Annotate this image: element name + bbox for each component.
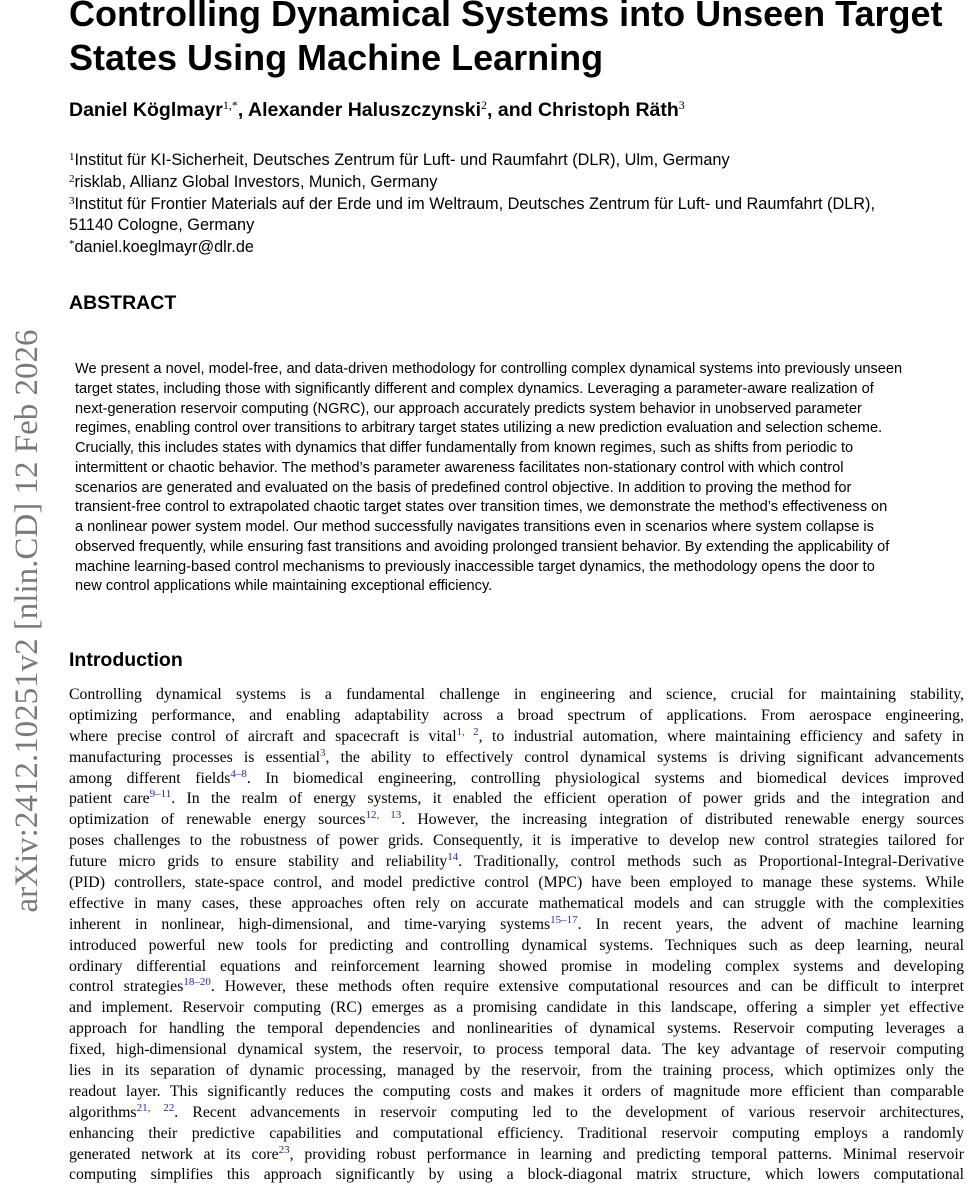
intro-line: enhancing their predictive capabilities and computational efficiency. Traditional reservoir computing employs a randomly (69, 1124, 964, 1142)
intro-line (69, 915, 964, 936)
affiliation-mark: 1 (69, 151, 75, 163)
intro-line (69, 748, 964, 769)
introduction-body (69, 685, 964, 1186)
text-segment: inherent in nonlinear, high-dimensional, and time-varying systems (69, 915, 551, 933)
affiliation-text: risklab, Allianz Global Investors, Munich, Germany (74, 172, 438, 191)
author-affiliation-mark: 3 (678, 98, 685, 112)
intro-line (69, 727, 964, 748)
intro-line: Controlling dynamical systems is a fundamental challenge in engineering and science, crucial for maintaining stability, (69, 686, 964, 703)
abstract-line: a nonlinear power system model. Our method successfully navigates transitions even in scenarios where system collapse is (75, 519, 874, 535)
author-affiliation-mark: 1,* (222, 98, 238, 112)
author-separator: , and (487, 99, 538, 121)
affiliations (69, 150, 964, 259)
abstract-line: transient-free control to extrapolated chaotic target states over transition times, we demonstrate the method’s effectiveness on (75, 499, 888, 516)
intro-line: fixed, high-dimensional dynamical system, the reservoir, to process temporal data. The key advantage of reservoir computing (69, 1041, 964, 1059)
intro-line (69, 852, 964, 873)
email-text[interactable]: daniel.koeglmayr@dlr.de (74, 238, 254, 257)
text-segment: . In biomedical engineering, controlling physiological systems and biomedical devices improved (246, 769, 964, 787)
intro-line (69, 977, 964, 998)
text-segment: algorithms (69, 1103, 137, 1121)
title-line-2: States Using Machine Learning (69, 37, 604, 78)
intro-line: readout layer. This significantly reduces the computing costs and makes it orders of magnitude more efficient than comparable (69, 1082, 964, 1100)
text-segment: . However, these methods often require extensive computational resources and can be difficult to interpret (210, 978, 964, 996)
intro-line: introduced powerful new tools for predicting and controlling dynamical systems. Techniques such as deep learning, neural (69, 936, 964, 954)
author-affiliation-mark: 2 (481, 98, 488, 112)
text-segment: control strategies (69, 978, 184, 996)
affiliation-3-continued: 51140 Cologne, Germany (69, 216, 255, 235)
intro-line: and implement. Reservoir computing (RC) emerges as a promising candidate in this landscape, offering a simpler yet effective (69, 999, 964, 1017)
affiliation-1 (69, 150, 964, 172)
citation-link[interactable]: 15–17 (550, 913, 578, 926)
affiliation-2 (69, 172, 964, 194)
intro-line (69, 810, 964, 831)
intro-line: (PID) controllers, state-space control, and model predictive control (MPC) have been employed to manage these systems. While (69, 874, 964, 892)
email-mark: * (69, 238, 75, 251)
intro-line: approach for handling the temporal dependencies and nonlinearities of dynamical systems. Reservoir computing leverages a (69, 1020, 964, 1038)
citation-link[interactable]: 23 (278, 1143, 290, 1156)
author-list (69, 99, 685, 122)
text-segment: , to industrial automation, where maintaining efficiency and safety in (478, 727, 964, 745)
intro-line (69, 789, 964, 810)
citation-link[interactable]: 4–8 (230, 767, 247, 780)
text-segment: . Recent advancements in reservoir computing led to the development of various reservoir architectures, (174, 1103, 964, 1121)
author-separator: , (237, 99, 249, 121)
abstract-line: scenarios are generated and evaluated on the basis of predefined control objective. In addition to proving the method for (75, 479, 852, 496)
text-segment: patient care (69, 790, 150, 808)
citation-link[interactable]: 21, 22 (136, 1101, 175, 1114)
citation-link[interactable]: 9–11 (149, 788, 172, 801)
citation-link[interactable]: 1, 2 (456, 725, 479, 738)
author-name: Alexander Haluszczynski (248, 99, 482, 121)
text-segment: optimization of renewable energy sources (69, 811, 366, 829)
text-segment: . Traditionally, control methods such as Proportional-Integral-Derivative (458, 853, 964, 871)
title-line-1: Controlling Dynamical Systems into Unseen Target (69, 0, 943, 34)
intro-line: computing simplifies this approach significantly by using a block-diagonal matrix structure, which lowers computational (69, 1166, 964, 1184)
text-segment: future micro grids to ensure stability and reliability (69, 853, 448, 871)
abstract-line: target states, including those with significantly different and complex dynamics. Leveraging a parameter-aware realization of (75, 380, 874, 397)
author-name: Christoph Räth (537, 99, 679, 121)
abstract-line: observed frequently, while ensuring fast transitions and avoiding prolonged transient behavior. By extending the applicability of (75, 538, 890, 555)
intro-line: poses challenges to the robustness of power grids. Consequently, it is imperative to develop new control strategies tailored for (69, 832, 964, 850)
abstract-line: new control applications while maintaining exceptional efficiency. (75, 578, 493, 595)
author-name: Daniel Köglmayr (69, 99, 223, 121)
text-segment: manufacturing processes is essential (69, 748, 320, 766)
introduction-heading: Introduction (69, 649, 183, 671)
affiliation-text: Institut für Frontier Materials auf der Erde und im Weltraum, Deutsches Zentrum für Luft- und Raumfahrt (DLR), (74, 194, 875, 213)
abstract-body (75, 360, 964, 597)
text-segment: where precise control of aircraft and spacecraft is vital (69, 727, 457, 745)
arxiv-identifier: arXiv:2412.10251v2 [nlin.CD] 12 Feb 2026 (9, 329, 45, 913)
abstract-line: intermittent or chaotic behavior. The method’s parameter awareness facilitates non-stationary control with which control (75, 459, 844, 476)
intro-line: ordinary differential equations and reinforcement learning showed promise in modeling complex systems and developing (69, 957, 964, 975)
text-segment: among different fields (69, 769, 231, 787)
citation-link[interactable]: 18–20 (183, 976, 211, 989)
affiliation-mark: 3 (69, 194, 75, 207)
text-segment: . In recent years, the advent of machine learning (577, 915, 964, 933)
text-segment: , the ability to effectively control dynamical systems is driving significant advancements (325, 748, 964, 766)
intro-line (69, 769, 964, 790)
text-segment: , providing robust performance in learning and predicting temporal patterns. Minimal reservoir (289, 1145, 964, 1163)
abstract-line: regimes, enabling control over transitions to arbitrary target states utilizing a new prediction evaluation and selection scheme. (75, 420, 883, 437)
abstract-line: next-generation reservoir computing (NGRC), our approach accurately predicts system behavior in unobserved parameter (75, 400, 862, 417)
paper-title (69, 0, 964, 80)
affiliation-text: Institut für KI-Sicherheit, Deutsches Zentrum für Luft- und Raumfahrt (DLR), Ulm, Germany (74, 151, 730, 169)
text-segment: . In the realm of energy systems, it enabled the efficient operation of power grids and the integration and (171, 790, 964, 808)
text-segment: generated network at its core (69, 1145, 279, 1163)
intro-line (69, 1103, 964, 1124)
abstract-line: We present a novel, model-free, and data-driven methodology for controlling complex dynamical systems into previously unseen (75, 361, 903, 377)
intro-line (69, 1145, 964, 1166)
affiliation-mark: 2 (69, 172, 75, 185)
abstract-line: Crucially, this includes states with dynamics that differ fundamentally from known regimes, such as shifts from periodic to (75, 440, 854, 456)
abstract-heading: ABSTRACT (69, 292, 177, 314)
text-segment: . However, the increasing integration of distributed renewable energy sources (401, 811, 965, 829)
citation-link[interactable]: 12, 13 (365, 809, 402, 822)
abstract-line: machine learning-based control mechanisms to previously inaccessible target dynamics, the methodology opens the door to (75, 558, 875, 575)
intro-line: optimizing performance, and enabling adaptability across a broad spectrum of applications. From aerospace engineering, (69, 706, 964, 724)
affiliation-3 (69, 194, 964, 216)
corresponding-email[interactable] (69, 237, 964, 259)
citation-link[interactable]: 3 (319, 746, 326, 759)
citation-link[interactable]: 14 (447, 851, 459, 864)
intro-line: effective in many cases, these approaches often rely on accurate mathematical models and can struggle with the complexities (69, 894, 964, 912)
intro-line: lies in its separation of dynamic processing, managed by the reservoir, from the training process, which optimizes only the (69, 1062, 964, 1080)
